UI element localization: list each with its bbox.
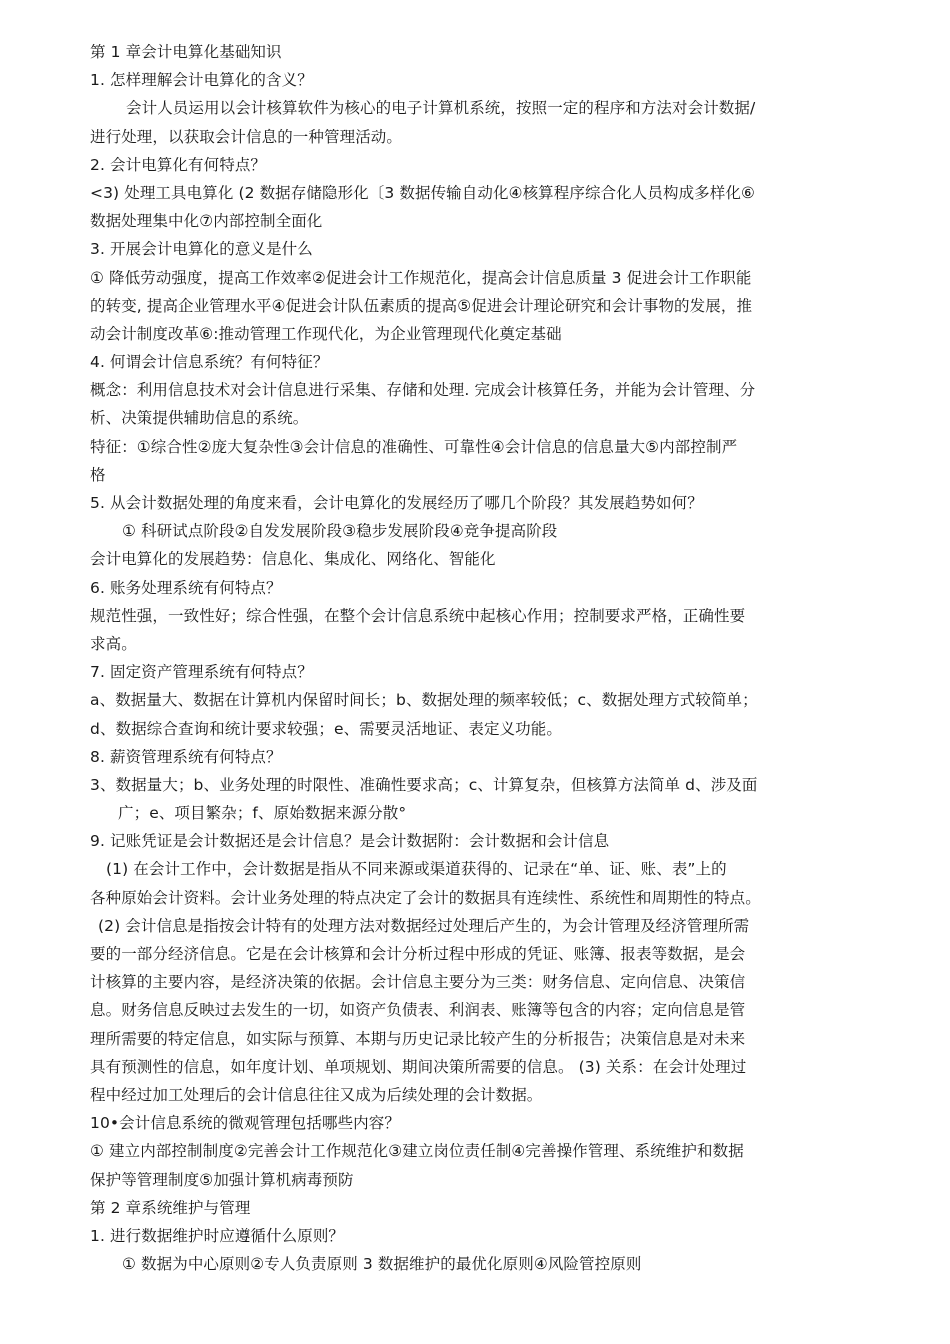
chapter-1-heading: 第 1 章会计电算化基础知识 xyxy=(90,43,282,61)
answer-8-line-1: 3、数据量大；b、业务处理的时限性、准确性要求高；c、计算复杂，但核算方法简单 d、涉及面 xyxy=(90,775,758,794)
answer-7-line-1: a、数据量大、数据在计算机内保留时间长；b、数据处理的频率较低；c、数据处理方式较简单； xyxy=(90,691,758,710)
answer-4-concept-line-2: 析、决策提供辅助信息的系统。 xyxy=(90,409,309,428)
answer-5-trend: 会计电算化的发展趋势：信息化、集成化、网络化、智能化 xyxy=(90,550,496,569)
question-6: 6. 账务处理系统有何特点？ xyxy=(90,578,282,597)
answer-3-line-1: ① 降低劳动强度，提高工作效率②促进会计工作规范化，提高会计信息质量 3 促进会计工作职能 xyxy=(90,268,752,287)
answer-9-line-9: 程中经过加工处理后的会计信息往往又成为后续处理的会计数据。 xyxy=(90,1085,543,1104)
question-10: 10•会计信息系统的微观管理包括哪些内容？ xyxy=(90,1114,400,1133)
answer-9-line-5: 计核算的主要内容，是经济决策的依据。会计信息主要分为三类：财务信息、定向信息、决策信 xyxy=(90,973,746,992)
question-4: 4. 何谓会计信息系统？有何特征？ xyxy=(90,353,329,372)
chapter-2-answer-1: ① 数据为中心原则②专人负责原则 3 数据维护的最优化原则④风险管控原则 xyxy=(122,1255,642,1274)
answer-6-line-1: 规范性强，一致性好；综合性强，在整个会计信息系统中起核心作用；控制要求严格，正确性要 xyxy=(90,606,746,625)
question-5: 5. 从会计数据处理的角度来看，会计电算化的发展经历了哪几个阶段？其发展趋势如何？ xyxy=(90,494,703,512)
answer-10-line-2: 保护等管理制度⑤加强计算机病毒预防 xyxy=(90,1170,354,1189)
answer-9-line-7: 理所需要的特定信息，如实际与预算、本期与历史记录比较产生的分析报告；决策信息是对未来 xyxy=(90,1029,746,1048)
answer-7-line-2: d、数据综合查询和统计要求较强；e、需要灵活地证、表定义功能。 xyxy=(90,719,562,738)
answer-4-feature-line-1: 特征：①综合性②庞大复杂性③会计信息的准确性、可靠性④会计信息的信息量大⑤内部控制严 xyxy=(90,437,738,456)
chapter-2-question-1: 1. 进行数据维护时应遵循什么原则？ xyxy=(90,1226,345,1245)
answer-2-line-2: 数据处理集中化⑦内部控制全面化 xyxy=(90,212,323,231)
question-3: 3. 开展会计电算化的意义是什么 xyxy=(90,240,313,259)
answer-4-feature-line-2: 格 xyxy=(90,465,106,484)
question-2: 2. 会计电算化有何特点？ xyxy=(90,155,267,174)
answer-9-line-3: (2) 会计信息是指按会计特有的处理方法对数据经过处理后产生的，为会计管理及经济管理所需 xyxy=(98,916,750,935)
answer-9-line-1: (1) 在会计工作中，会计数据是指从不同来源或渠道获得的、记录在“单、证、账、表”上的 xyxy=(106,860,727,879)
answer-1-line-2: 进行处理，以获取会计信息的一种管理活动。 xyxy=(90,127,403,146)
question-9: 9. 记账凭证是会计数据还是会计信息？是会计数据附：会计数据和会计信息 xyxy=(90,832,610,851)
answer-9-line-2: 各种原始会计资料。会计业务处理的特点决定了会计的数据具有连续性、系统性和周期性的特点。 xyxy=(90,888,761,907)
answer-9-line-8: 具有预测性的信息，如年度计划、单项规划、期间决策所需要的信息。 (3) 关系：在会计处理过 xyxy=(90,1057,747,1076)
answer-3-line-3: 动会计制度改革⑥:推动管理工作现代化，为企业管理现代化奠定基础 xyxy=(90,324,562,343)
question-1: 1. 怎样理解会计电算化的含义？ xyxy=(90,71,313,90)
answer-2-line-1: <3) 处理工具电算化 (2 数据存储隐形化〔3 数据传输自动化④核算程序综合化人员构成多样化⑥ xyxy=(90,183,755,202)
answer-9-line-4: 要的一部分经济信息。它是在会计核算和会计分析过程中形成的凭证、账簿、报表等数据，是会 xyxy=(90,945,746,963)
answer-5-stages: ① 科研试点阶段②自发发展阶段③稳步发展阶段④竞争提高阶段 xyxy=(122,522,558,541)
answer-6-line-2: 求高。 xyxy=(90,634,137,653)
answer-3-line-2: 的转变, 提高企业管理水平④促进会计队伍素质的提高⑤促进会计理论研究和会计事物的发展，推 xyxy=(90,296,753,315)
question-8: 8. 薪资管理系统有何特点？ xyxy=(90,747,282,766)
chapter-2-heading: 第 2 章系统维护与管理 xyxy=(90,1198,251,1217)
question-7: 7. 固定资产管理系统有何特点？ xyxy=(90,663,313,682)
answer-1-line-1: 会计人员运用以会计核算软件为核心的电子计算机系统，按照一定的程序和方法对会计数据/ xyxy=(126,99,756,118)
answer-8-line-2: 广；e、项目繁杂；f、原始数据来源分散° xyxy=(118,804,407,823)
answer-10-line-1: ① 建立内部控制制度②完善会计工作规范化③建立岗位责任制④完善操作管理、系统维护和数据 xyxy=(90,1142,744,1161)
answer-9-line-6: 息。财务信息反映过去发生的一切，如资产负债表、利润表、账簿等包含的内容；定向信息是管 xyxy=(90,1001,746,1020)
document-page xyxy=(90,38,890,1278)
answer-4-concept-line-1: 概念：利用信息技术对会计信息进行采集、存储和处理. 完成会计核算任务，并能为会计管理、分 xyxy=(90,381,756,400)
